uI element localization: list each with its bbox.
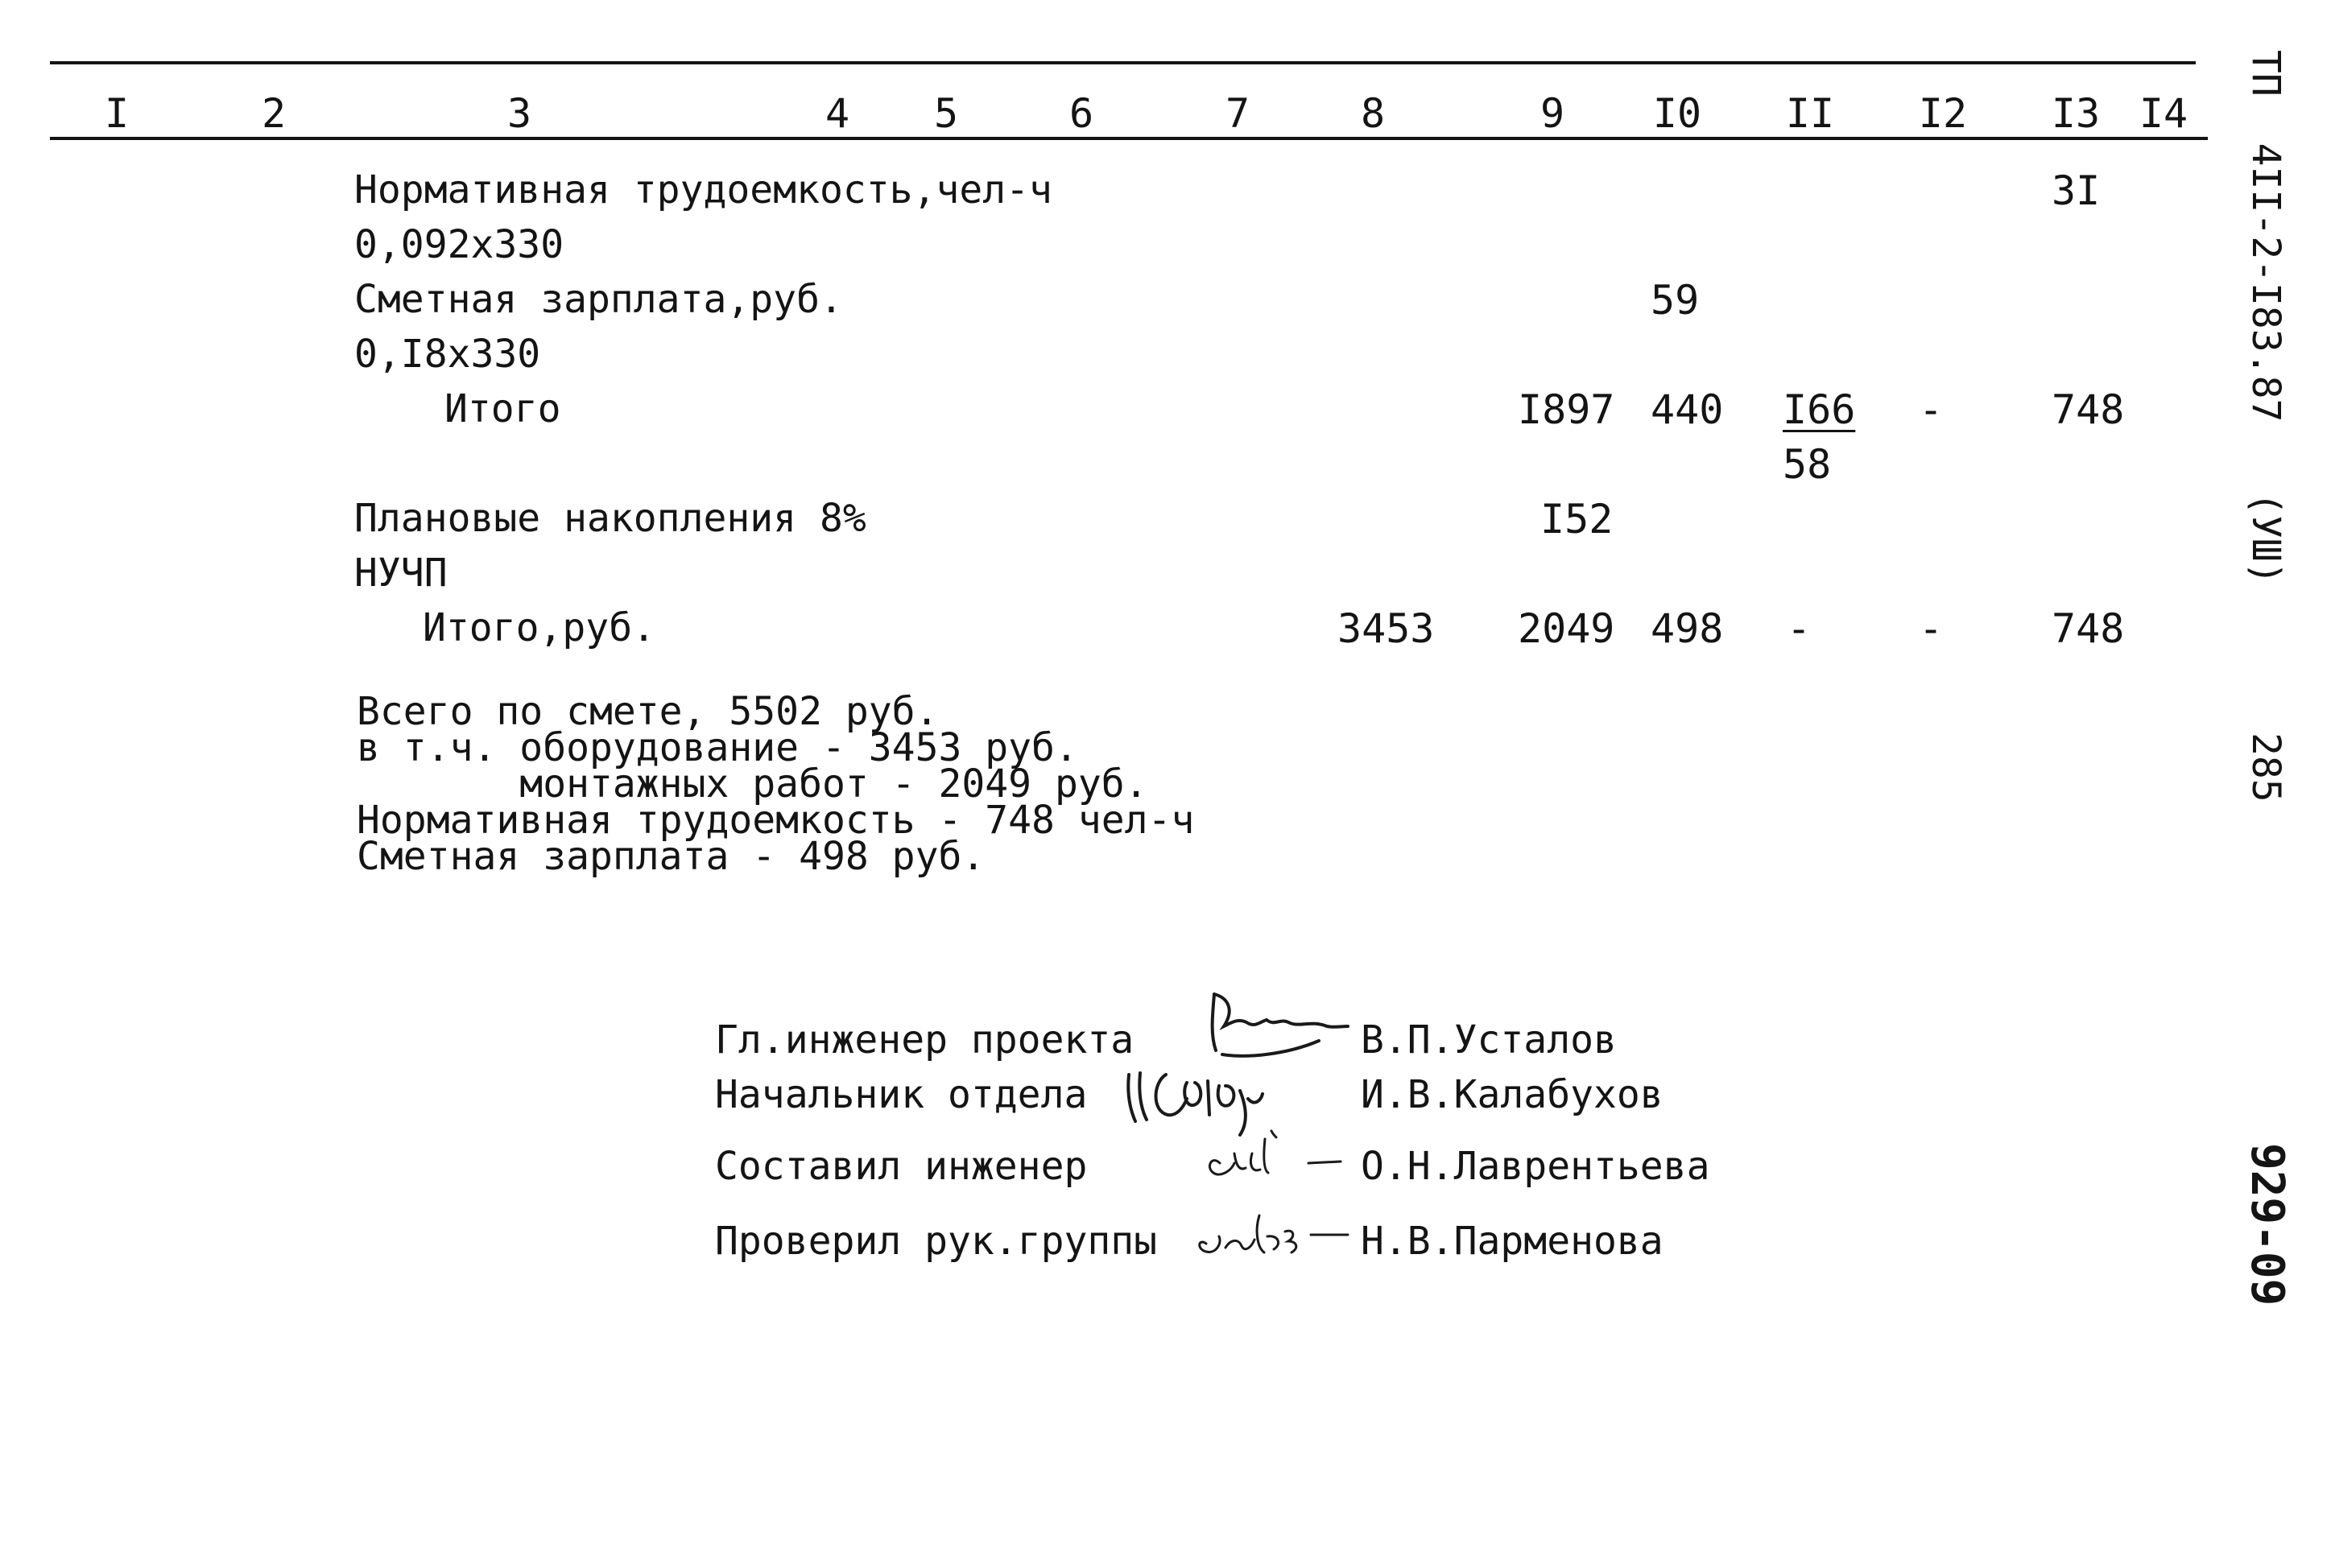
signature-role: Начальник отдела: [715, 1072, 1088, 1117]
cell-col13: 748: [2052, 605, 2125, 652]
cell-col11-numerator: I66: [1783, 386, 1856, 433]
signature-name: В.П.Усталов: [1361, 1017, 1617, 1063]
page-number: 285: [2243, 732, 2288, 803]
column-header: I: [104, 90, 130, 137]
cell-col13: 748: [2052, 386, 2125, 433]
cell-col11-denominator: 58: [1783, 441, 1832, 488]
column-header: I4: [2139, 90, 2188, 137]
signature-role: Гл.инженер проекта: [715, 1017, 1135, 1063]
signature-name: И.В.Калабухов: [1361, 1072, 1664, 1117]
cell-col9: I52: [1540, 496, 1614, 543]
summary-line: в т.ч. оборудование - 3453 руб.: [357, 725, 1078, 770]
handwritten-signature: [1196, 1123, 1357, 1195]
column-header: I2: [1918, 90, 1968, 137]
cell-col12: -: [1919, 605, 1944, 652]
row-label-total: Итого,руб.: [423, 605, 655, 650]
cell-col13: 3I: [2052, 167, 2101, 214]
header-rule: [50, 137, 2208, 140]
cell-col11: -: [1787, 605, 1812, 652]
column-header: 7: [1225, 90, 1250, 137]
column-header: 6: [1068, 90, 1094, 137]
summary-line: Нормативная трудоемкость - 748 чел-ч: [357, 798, 1195, 843]
row-label-labor-norm: Нормативная трудоемкость,чел-ч: [354, 167, 1052, 213]
row-label-wage-calc: 0,I8x330: [354, 332, 541, 377]
signature-name: О.Н.Лаврентьева: [1361, 1144, 1710, 1189]
cell-col9: 2049: [1518, 605, 1615, 652]
cell-col10: 498: [1651, 605, 1724, 652]
cell-col12: -: [1919, 386, 1944, 433]
document-code: ТП 4II-2-I83.87 (УШ): [2243, 50, 2288, 585]
registry-number: 929-09: [2241, 1143, 2293, 1306]
cell-col8: 3453: [1337, 605, 1435, 652]
cell-col10: 59: [1651, 277, 1700, 324]
row-label-wage: Сметная зарплата,руб.: [354, 277, 843, 322]
row-label-labor-calc: 0,092x330: [354, 222, 564, 267]
column-header: 4: [825, 90, 850, 137]
row-label-nuchp: НУЧП: [354, 551, 448, 596]
column-header: I0: [1652, 90, 1702, 137]
cell-col10: 440: [1651, 386, 1724, 433]
summary-line: монтажных работ - 2049 руб.: [357, 761, 1148, 807]
column-header: 5: [933, 90, 959, 137]
signature-name: Н.В.Парменова: [1361, 1219, 1664, 1264]
column-header: 9: [1540, 90, 1565, 137]
cell-col9: I897: [1518, 386, 1615, 433]
signature-role: Проверил рук.группы: [715, 1219, 1158, 1264]
row-label-planned: Плановые накопления 8%: [354, 496, 866, 541]
column-header: 8: [1360, 90, 1386, 137]
top-rule: [50, 61, 2196, 64]
row-label-subtotal: Итого: [444, 386, 561, 431]
handwritten-signature: [1190, 1199, 1359, 1272]
column-header: II: [1785, 90, 1835, 137]
summary-line: Всего по смете, 5502 руб.: [357, 689, 939, 734]
summary-line: Сметная зарплата - 498 руб.: [357, 834, 986, 879]
column-header: 3: [506, 90, 532, 137]
column-header: I3: [2051, 90, 2101, 137]
signature-role: Составил инженер: [715, 1144, 1088, 1189]
column-header: 2: [261, 90, 287, 137]
